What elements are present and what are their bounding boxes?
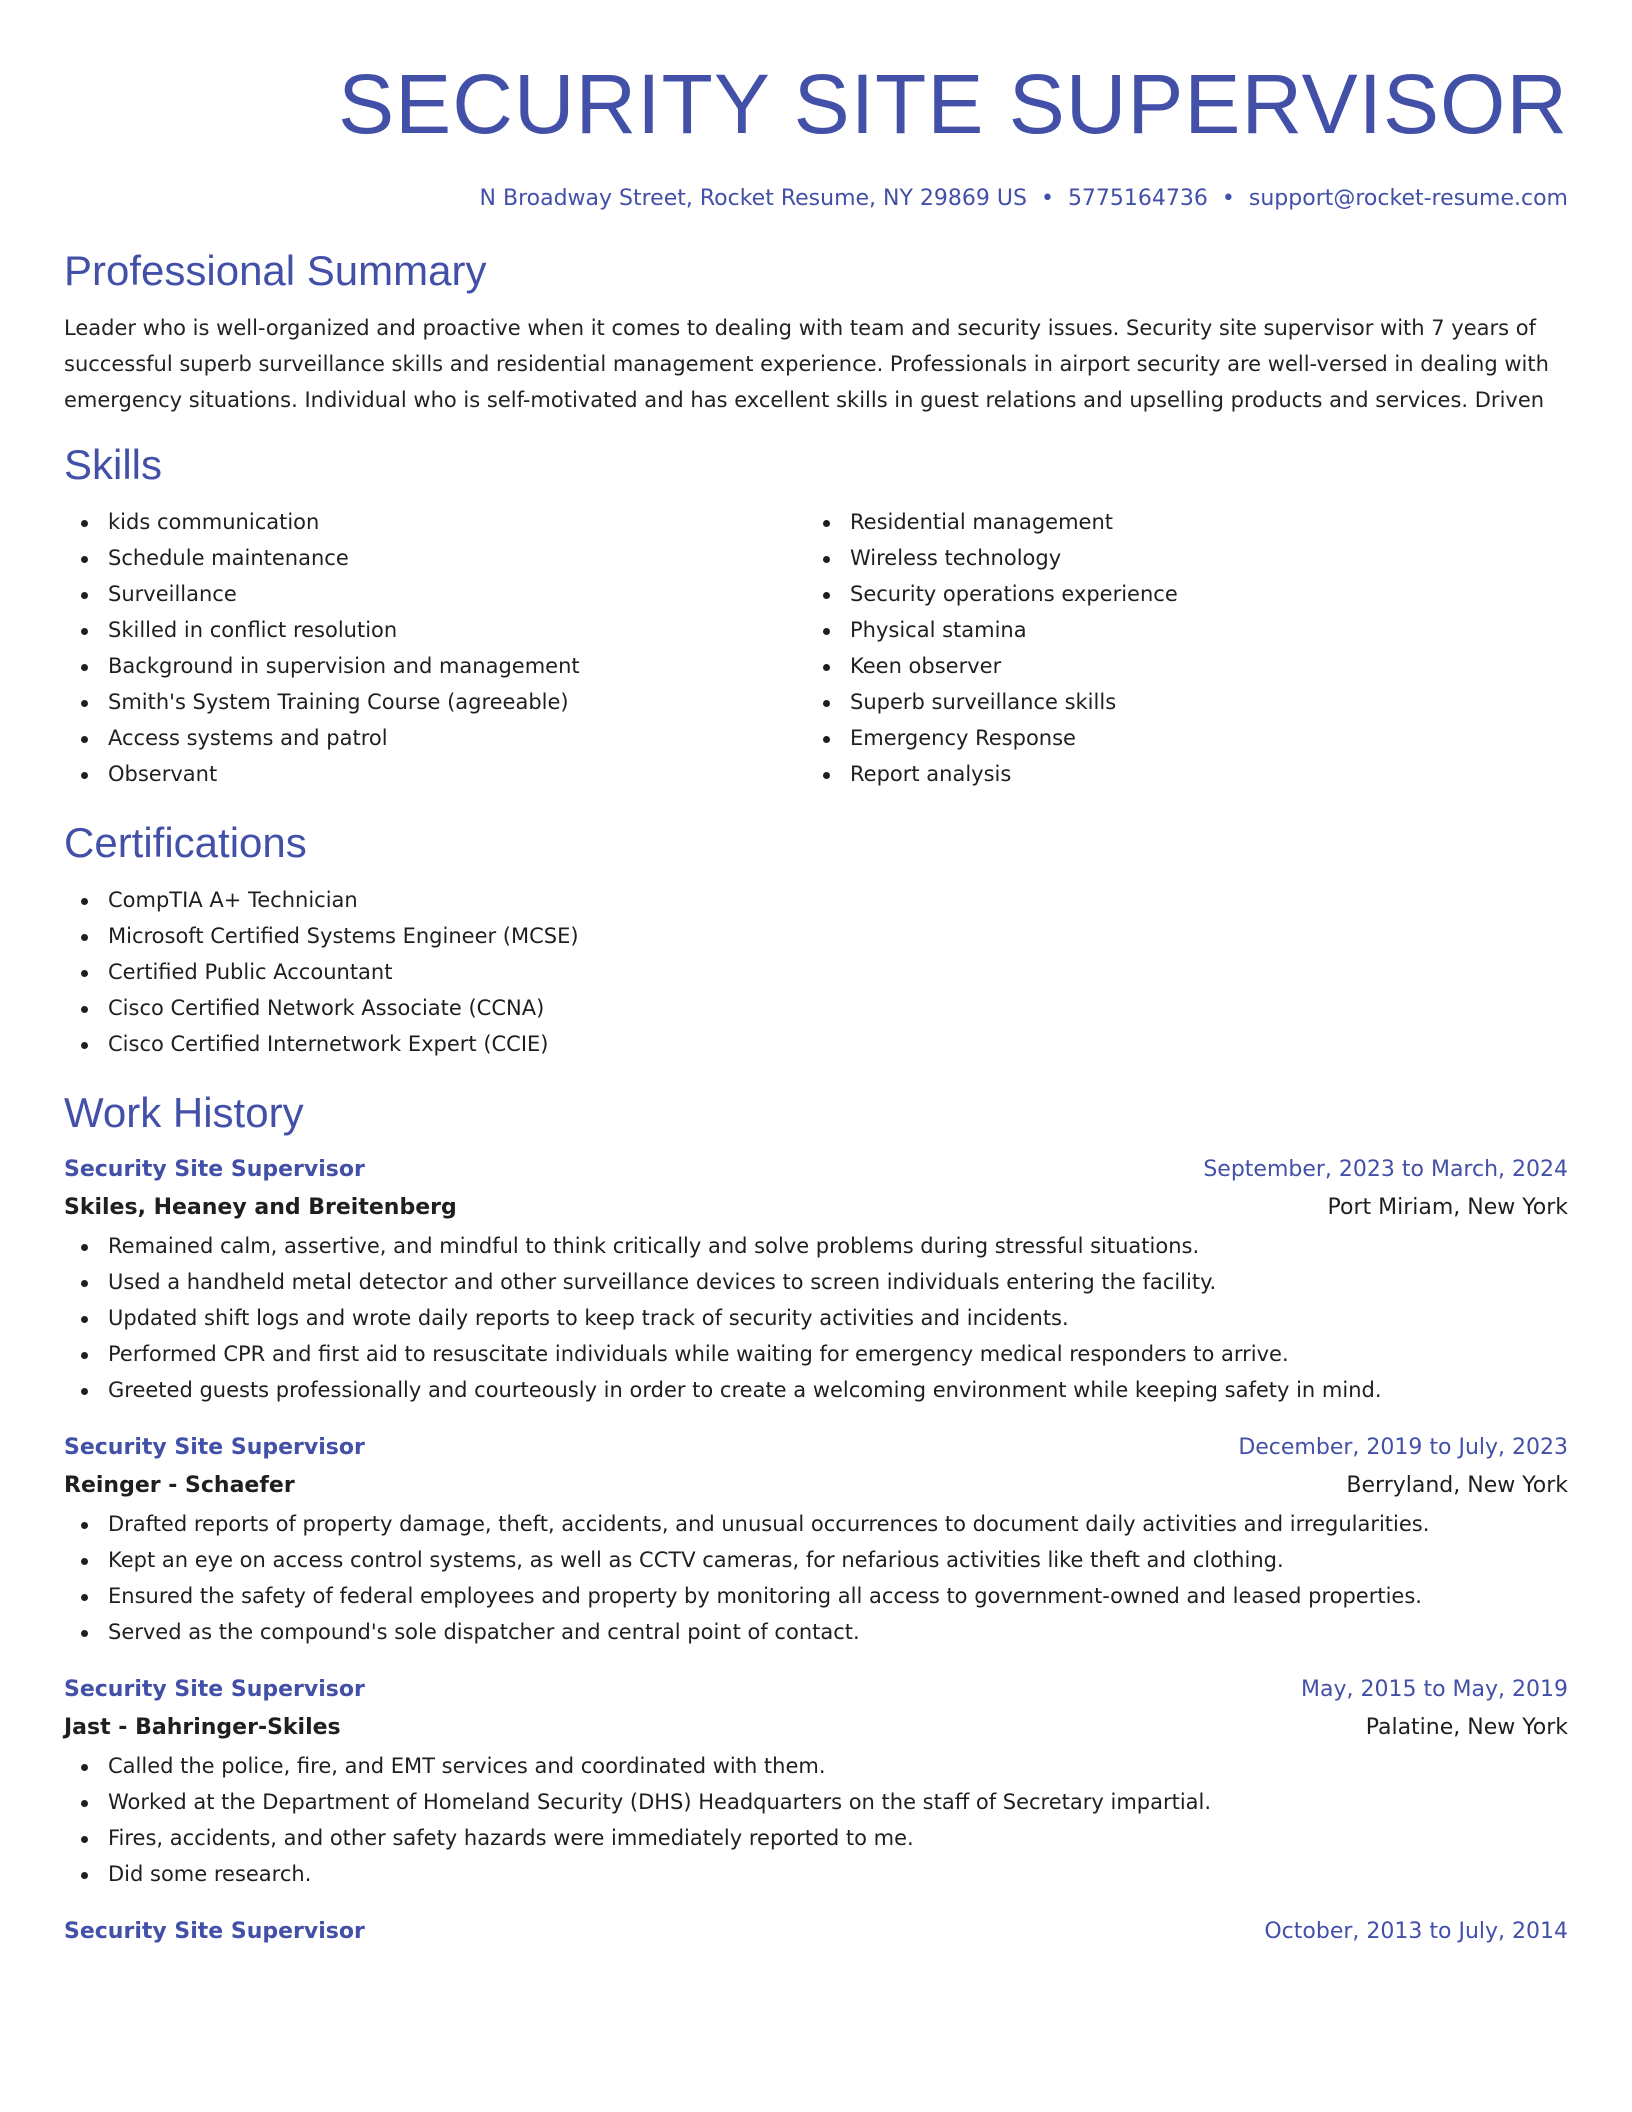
job-bullet: Fires, accidents, and other safety hazards were immediately reported to me. (64, 1820, 1568, 1856)
job-bullet: Kept an eye on access control systems, as well as CCTV cameras, for nefarious activities like theft and clothing. (64, 1542, 1568, 1578)
job-location: Port Miriam, New York (1327, 1195, 1568, 1220)
skills-section (64, 440, 1568, 792)
skill-item: Keen observer (806, 648, 1548, 684)
skill-item: Schedule maintenance (64, 540, 806, 576)
job-bullet: Drafted reports of property damage, theft, accidents, and unusual occurrences to document daily activities and irregularities. (64, 1506, 1568, 1542)
skill-item: kids communication (64, 504, 806, 540)
job-header-row (64, 1152, 1568, 1188)
skill-item: Smith's System Training Course (agreeable) (64, 684, 806, 720)
job-title: Security Site Supervisor (64, 1919, 365, 1944)
work-history-section (64, 1088, 1568, 1950)
skills-columns (64, 504, 1568, 792)
skill-item: Wireless technology (806, 540, 1548, 576)
certification-item: Cisco Certified Internetwork Expert (CCIE) (64, 1026, 1568, 1062)
job-bullet: Used a handheld metal detector and other surveillance devices to screen individuals entering the facility. (64, 1264, 1568, 1300)
job-company: Skiles, Heaney and Breitenberg (64, 1195, 457, 1220)
job-bullet: Performed CPR and first aid to resuscitate individuals while waiting for emergency medical responders to arrive. (64, 1336, 1568, 1372)
certification-item: Cisco Certified Network Associate (CCNA) (64, 990, 1568, 1026)
skills-list-left (64, 504, 806, 792)
job-bullet-list (64, 1506, 1568, 1650)
skill-item: Residential management (806, 504, 1548, 540)
job-bullet: Greeted guests professionally and courteously in order to create a welcoming environment while keeping safety in mind. (64, 1372, 1568, 1408)
skills-heading: Skills (64, 441, 163, 488)
skill-item: Emergency Response (806, 720, 1548, 756)
certifications-heading: Certifications (64, 819, 307, 866)
skills-column-right (806, 504, 1548, 792)
resume-title: SECURITY SITE SUPERVISOR (338, 57, 1568, 151)
job-dates: December, 2019 to July, 2023 (1238, 1435, 1568, 1460)
skill-item: Surveillance (64, 576, 806, 612)
contact-line (64, 184, 1568, 214)
contact-email[interactable]: support@rocket-resume.com (1248, 186, 1568, 211)
job-company: Reinger - Schaefer (64, 1473, 295, 1498)
job-dates: October, 2013 to July, 2014 (1264, 1919, 1568, 1944)
summary-text: Leader who is well-organized and proactive when it comes to dealing with team and security issues. Security site supervisor with 7 years of successful superb surveillance skills and residential management experience. Professionals in airport security are well-versed in dealing with emergency situations. Individual who is self-motivated and has excellent skills in guest relations and upselling products and services. Driven (64, 316, 1549, 412)
skill-item: Superb surveillance skills (806, 684, 1548, 720)
skill-item: Security operations experience (806, 576, 1548, 612)
summary-heading: Professional Summary (64, 247, 487, 294)
job-bullet: Served as the compound's sole dispatcher and central point of contact. (64, 1614, 1568, 1650)
job-company-row (64, 1466, 1568, 1506)
contact-separator: • (1040, 186, 1054, 211)
summary-section (64, 246, 1568, 418)
skill-item: Report analysis (806, 756, 1548, 792)
skills-list-right (806, 504, 1548, 792)
certifications-list (64, 882, 1568, 1062)
job-bullet: Remained calm, assertive, and mindful to think critically and solve problems during stressful situations. (64, 1228, 1568, 1264)
job-entry (64, 1672, 1568, 1892)
certifications-section (64, 818, 1568, 1062)
skill-item: Access systems and patrol (64, 720, 806, 756)
job-company: Jast - Bahringer-Skiles (64, 1715, 341, 1740)
job-bullet: Worked at the Department of Homeland Security (DHS) Headquarters on the staff of Secretary impartial. (64, 1784, 1568, 1820)
skill-item: Observant (64, 756, 806, 792)
job-dates: May, 2015 to May, 2019 (1301, 1677, 1568, 1702)
job-bullet-list (64, 1228, 1568, 1408)
job-header-row (64, 1672, 1568, 1708)
job-company-row (64, 1708, 1568, 1748)
contact-address: N Broadway Street, Rocket Resume, NY 29869 US (479, 186, 1027, 211)
job-bullet: Ensured the safety of federal employees and property by monitoring all access to government-owned and leased properties. (64, 1578, 1568, 1614)
skill-item: Skilled in conflict resolution (64, 612, 806, 648)
contact-phone: 5775164736 (1067, 186, 1208, 211)
job-bullet: Updated shift logs and wrote daily reports to keep track of security activities and incidents. (64, 1300, 1568, 1336)
job-header-row (64, 1430, 1568, 1466)
job-company-row (64, 1188, 1568, 1228)
job-entry (64, 1914, 1568, 1950)
job-header-row (64, 1914, 1568, 1950)
job-title: Security Site Supervisor (64, 1677, 365, 1702)
skills-column-left (64, 504, 806, 792)
certification-item: Certified Public Accountant (64, 954, 1568, 990)
job-entry (64, 1430, 1568, 1650)
skill-item: Background in supervision and management (64, 648, 806, 684)
job-title: Security Site Supervisor (64, 1435, 365, 1460)
job-dates: September, 2023 to March, 2024 (1203, 1157, 1568, 1182)
certification-item: CompTIA A+ Technician (64, 882, 1568, 918)
job-location: Palatine, New York (1365, 1715, 1568, 1740)
job-bullet: Called the police, fire, and EMT services and coordinated with them. (64, 1748, 1568, 1784)
job-entry (64, 1152, 1568, 1408)
certification-item: Microsoft Certified Systems Engineer (MCSE) (64, 918, 1568, 954)
job-bullet-list (64, 1748, 1568, 1892)
job-bullet: Did some research. (64, 1856, 1568, 1892)
work-history-heading: Work History (64, 1089, 304, 1136)
job-location: Berryland, New York (1346, 1473, 1568, 1498)
resume-page (64, 0, 1568, 1950)
job-title: Security Site Supervisor (64, 1157, 365, 1182)
contact-separator: • (1221, 186, 1235, 211)
skill-item: Physical stamina (806, 612, 1548, 648)
